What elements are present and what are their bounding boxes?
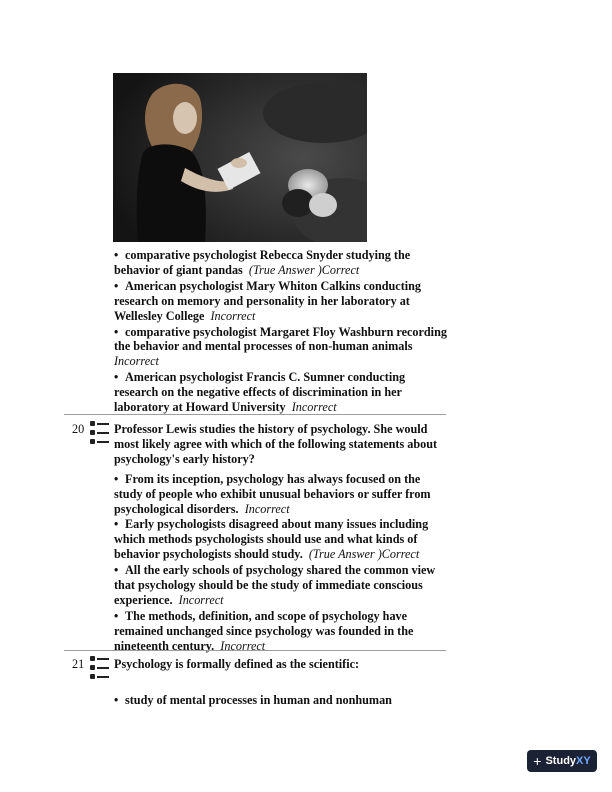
answer-option[interactable]: • From its inception, psychology has always focused on the study of people who exhibit unusual behaviors or suffer from psychological disorders. Incorrect bbox=[114, 471, 431, 516]
question-number: 20 bbox=[72, 422, 85, 436]
bullet-icon: • bbox=[114, 278, 119, 293]
answer-option[interactable]: • American psychologist Mary Whiton Calkins conducting research on memory and personality in her laboratory at Wellesley College Incorrect bbox=[114, 278, 422, 323]
question-divider bbox=[64, 414, 446, 415]
answer-option[interactable]: • study of mental processes in human and nonhuman bbox=[114, 693, 392, 707]
answer-status: Incorrect bbox=[291, 400, 337, 415]
question-21-options bbox=[114, 693, 449, 709]
question-text: Professor Lewis studies the history of psychology. She would most likely agree with which of the following statements about psychology's early history? bbox=[114, 422, 438, 466]
bullet-icon: • bbox=[114, 248, 119, 262]
answer-status: Incorrect bbox=[114, 354, 159, 369]
answer-option[interactable]: • American psychologist Francis C. Sumner conducting research on the negative effects of discrimination in her laboratory at Howard University Incorrect bbox=[114, 370, 406, 415]
badge-suffix: XY bbox=[576, 755, 591, 767]
answer-option[interactable]: • Early psychologists disagreed about many issues including which methods psychologists should use and what kinds of behavior psychologists should study. (True Answer )Correct bbox=[114, 517, 429, 562]
bullet-icon: • bbox=[114, 370, 119, 385]
bullet-icon: • bbox=[114, 471, 119, 486]
answer-option[interactable]: • comparative psychologist Rebecca Snyder studying the behavior of giant pandas (True Answer )Correct bbox=[114, 248, 411, 277]
answer-status: Incorrect bbox=[220, 638, 266, 653]
list-icon bbox=[89, 655, 111, 681]
question-text: Psychology is formally defined as the scientific: bbox=[114, 657, 360, 671]
answer-status: (True Answer )Correct bbox=[248, 262, 360, 277]
badge-prefix: Study bbox=[545, 755, 577, 767]
question-21 bbox=[114, 657, 449, 672]
studyxy-badge[interactable] bbox=[527, 750, 597, 772]
question-divider bbox=[64, 650, 446, 651]
photo-illustration bbox=[113, 73, 367, 242]
bullet-icon: • bbox=[114, 693, 119, 707]
bullet-icon: • bbox=[114, 324, 119, 339]
answer-status: Incorrect bbox=[244, 501, 290, 516]
bullet-icon: • bbox=[114, 517, 119, 532]
question-photo bbox=[113, 73, 367, 242]
answer-status: Incorrect bbox=[210, 308, 256, 323]
list-icon bbox=[89, 420, 111, 446]
answer-status: Incorrect bbox=[178, 592, 224, 607]
answer-option[interactable]: • All the early schools of psychology shared the common view that psychology should be the study of immediate conscious experience. Incorrect bbox=[114, 563, 436, 607]
answer-option[interactable]: • The methods, definition, and scope of psychology have remained unchanged since psychology was founded in the nineteenth century. Incorrect bbox=[114, 608, 414, 653]
bullet-icon: • bbox=[114, 608, 119, 623]
answer-status: (True Answer )Correct bbox=[308, 547, 420, 562]
plus-icon: + bbox=[533, 753, 542, 769]
question-20 bbox=[114, 422, 449, 655]
question-19-options bbox=[114, 248, 449, 416]
question-number: 21 bbox=[72, 657, 85, 671]
bullet-icon: • bbox=[114, 563, 119, 578]
answer-option[interactable]: • comparative psychologist Margaret Floy Washburn recording the behavior and mental processes of non-human animals Incorrect bbox=[114, 324, 447, 369]
